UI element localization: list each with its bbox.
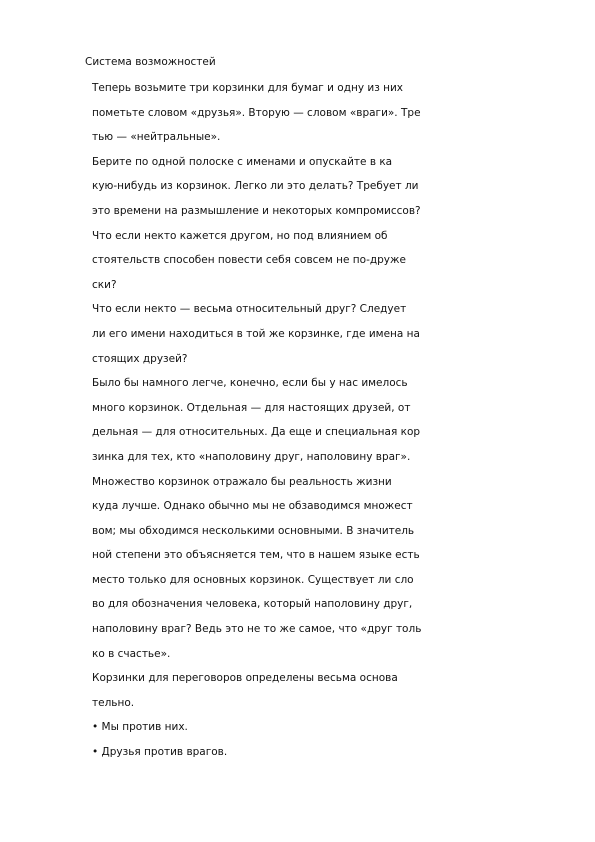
text-line: много корзинок. Отдельная — для настоящих друзей, от	[92, 401, 411, 414]
text-line: место только для основных корзинок. Существует ли сло	[92, 573, 414, 586]
text-line: стоятельств способен повести себя совсем не по-друже	[92, 254, 406, 267]
text-line: ски?	[92, 278, 117, 291]
body-text	[92, 80, 562, 769]
text-line: тью — «нейтральные».	[92, 131, 221, 144]
text-line: Берите по одной полоске с именами и опускайте в ка	[92, 155, 393, 168]
text-line: Корзинки для переговоров определены весьма основа	[92, 672, 398, 685]
text-line: Теперь возьмите три корзинки для бумаг и одну из них	[92, 82, 404, 94]
text-line: ко в счастье».	[92, 647, 171, 660]
text-line: наполовину враг? Ведь это не то же самое, что «друг толь	[92, 623, 422, 636]
text-line: стоящих друзей?	[92, 352, 188, 365]
text-line: Множество корзинок отражало бы реальность жизни	[92, 475, 392, 488]
text-line: дельная — для относительных. Да еще и специальная кор	[92, 426, 421, 439]
text-line: это времени на размышление и некоторых компромиссов?	[92, 204, 421, 217]
bullet-item: • Мы против них.	[92, 721, 188, 734]
text-line: зинка для тех, кто «наполовину друг, наполовину враг».	[92, 450, 411, 463]
text-line: вом; мы обходимся несколькими основными. В значитель	[92, 524, 415, 537]
text-line: тельно.	[92, 696, 135, 709]
text-line: во для обозначения человека, который наполовину друг,	[92, 598, 413, 611]
text-line: ной степени это объясняется тем, что в нашем языке есть	[92, 549, 420, 562]
bullet-item: • Друзья против врагов.	[92, 746, 228, 759]
text-line: ли его имени находиться в той же корзинке, где имена на	[92, 327, 420, 340]
page-heading: Система возможностей	[85, 56, 216, 68]
text-line: куда лучше. Однако обычно мы не обзаводимся множест	[92, 500, 413, 513]
text-line: пометьте словом «друзья». Вторую — словом «враги». Тре	[92, 106, 421, 119]
text-line: Было бы намного легче, конечно, если бы у нас имелось	[92, 377, 408, 390]
text-line: Что если некто — весьма относительный друг? Следует	[92, 303, 407, 316]
text-line: Что если некто кажется другом, но под влиянием об	[92, 229, 388, 242]
text-line: кую-нибудь из корзинок. Легко ли это делать? Требует ли	[92, 180, 419, 193]
